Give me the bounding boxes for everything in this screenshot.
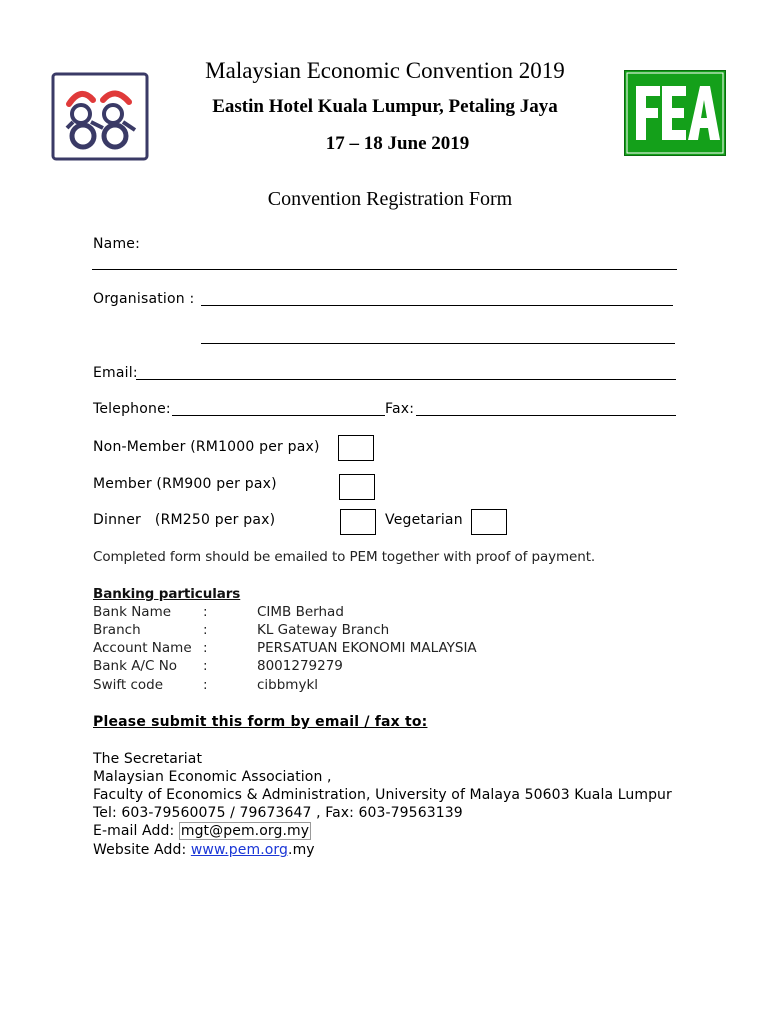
non-member-checkbox[interactable] — [338, 435, 374, 461]
vegetarian-checkbox[interactable] — [471, 509, 507, 535]
address-line-2: Malaysian Economic Association , — [93, 769, 332, 785]
email-field[interactable] — [136, 379, 676, 380]
bank-row-sep: : — [203, 640, 208, 656]
contact-email[interactable]: mgt@pem.org.my — [180, 823, 310, 839]
dates-title: 17 – 18 June 2019 — [325, 133, 470, 154]
name-field[interactable] — [92, 269, 677, 270]
address-line-1: The Secretariat — [93, 751, 203, 767]
form-title: Convention Registration Form — [267, 188, 513, 210]
bank-row-value: CIMB Berhad — [257, 604, 344, 620]
dinner-checkbox[interactable] — [340, 509, 376, 535]
pem-logo — [51, 72, 149, 161]
bank-row-sep: : — [203, 622, 208, 638]
venue-title: Eastin Hotel Kuala Lumpur, Petaling Jaya — [212, 96, 558, 117]
convention-title: Malaysian Economic Convention 2019 — [205, 58, 565, 83]
organisation-label: Organisation : — [93, 291, 195, 307]
name-label: Name: — [93, 236, 141, 252]
bank-row-sep: : — [203, 677, 208, 693]
website-link[interactable]: www.pem.org — [190, 842, 289, 858]
bank-row-label: Account Name — [93, 640, 192, 656]
bank-row-value: cibbmykl — [257, 677, 319, 693]
telephone-field[interactable] — [172, 415, 385, 416]
bank-row-label: Bank A/C No — [93, 658, 178, 674]
address-line-4: Tel: 603-79560075 / 79673647 , Fax: 603-79563139 — [93, 805, 463, 821]
bank-row-sep: : — [203, 604, 208, 620]
submit-heading: Please submit this form by email / fax to: — [93, 714, 428, 730]
bank-row-label: Branch — [93, 622, 141, 638]
bank-row-value: PERSATUAN EKONOMI MALAYSIA — [257, 640, 477, 656]
email-line — [93, 823, 311, 839]
member-checkbox[interactable] — [339, 474, 375, 500]
website-line — [93, 842, 315, 858]
organisation-field-2[interactable] — [201, 343, 675, 344]
non-member-label: Non-Member (RM1000 per pax) — [93, 439, 320, 455]
website-prefix: Website Add: — [93, 842, 191, 858]
banking-heading: Banking particulars — [93, 586, 241, 602]
payment-note: Completed form should be emailed to PEM together with proof of payment. — [93, 549, 596, 565]
bank-row-value: KL Gateway Branch — [257, 622, 390, 638]
telephone-label: Telephone: — [93, 401, 171, 417]
vegetarian-label: Vegetarian — [385, 512, 463, 528]
address-line-3: Faculty of Economics & Administration, University of Malaya 50603 Kuala Lumpur — [93, 787, 672, 803]
email-label: Email: — [93, 365, 138, 381]
fax-label: Fax: — [385, 401, 415, 417]
dinner-label: Dinner (RM250 per pax) — [93, 512, 276, 528]
pea-logo — [624, 70, 726, 156]
bank-row-label: Bank Name — [93, 604, 172, 620]
website-suffix: .my — [288, 842, 315, 858]
organisation-field[interactable] — [201, 305, 673, 306]
email-prefix: E-mail Add: — [93, 823, 179, 839]
fax-field[interactable] — [416, 415, 676, 416]
bank-row-sep: : — [203, 658, 208, 674]
member-label: Member (RM900 per pax) — [93, 476, 277, 492]
bank-row-value: 8001279279 — [257, 658, 343, 674]
bank-row-label: Swift code — [93, 677, 164, 693]
